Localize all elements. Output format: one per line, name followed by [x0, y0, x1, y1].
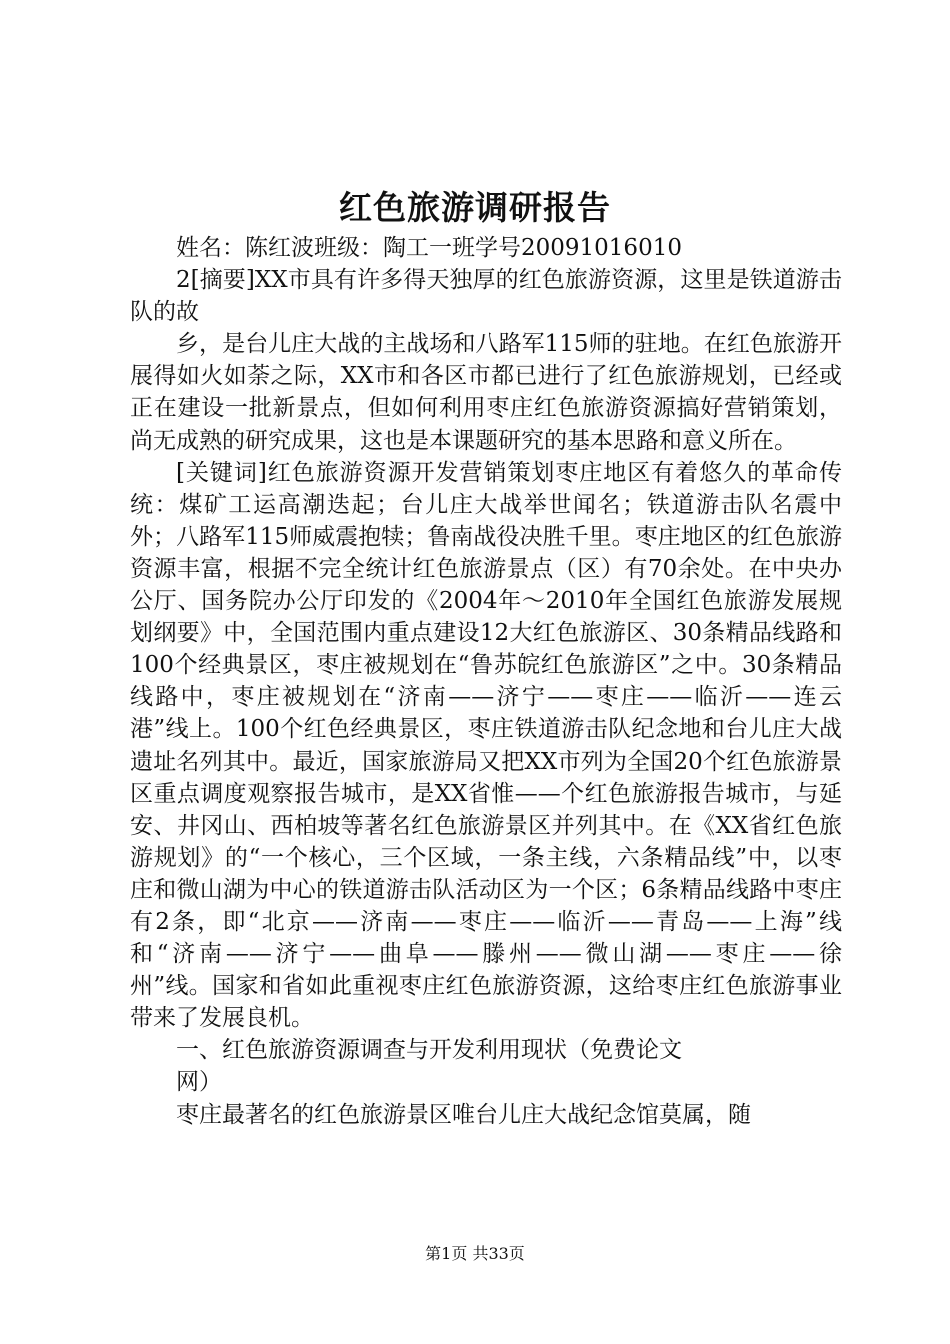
- author-info-line: 姓名：陈红波班级：陶工一班学号20091016010: [176, 235, 682, 261]
- body-paragraph: 枣庄最著名的红色旅游景区唯台儿庄大战纪念馆莫属，随: [176, 1101, 751, 1128]
- keywords-paragraph: [关键词]红色旅游资源开发营销策划枣庄地区有着悠久的革命传统：煤矿工运高潮迭起；台儿庄大战举世闻名；铁道游击队名震中外；八路军115师威震抱犊；鲁南战役决胜千里。枣庄地区的红色旅游资源丰富，根据不完全统计红色旅游景点（区）有70余处。在中央办公厅、国务院办公厅印发的《2004年～2010年全国红色旅游发展规划纲要》中，全国范围内重点建设12大红色旅游区、30条精品线路和100个经典景区，枣庄被规划在“鲁苏皖红色旅游区”之中。30条精品线路中，枣庄被规划在“济南——济宁——枣庄——临沂——连云港”线上。100个红色经典景区，枣庄铁道游击队纪念地和台儿庄大战遗址名列其中。最近，国家旅游局又把XX市列为全国20个红色旅游景区重点调度观察报告城市，是XX省惟——个红色旅游报告城市，与延安、井冈山、西柏坡等著名红色旅游景区并列其中。在《XX省红色旅游规划》的“一个核心，三个区域，一条主线，六条精品线”中，以枣庄和微山湖为中心的铁道游击队活动区为一个区；6条精品线路中枣庄有2条，即“北京——济南——枣庄——临沂——青岛——上海”线和“济南——济宁——曲阜——滕州——微山湖——枣庄——徐州”线。国家和省如此重视枣庄红色旅游资源，这给枣庄红色旅游事业带来了发展良机。: [130, 459, 842, 1032]
- abstract-paragraph: 2[摘要]XX市具有许多得天独厚的红色旅游资源，这里是铁道游击队的故: [130, 267, 842, 326]
- section-heading-continuation: 网）: [176, 1069, 222, 1096]
- document-body: [130, 232, 842, 1131]
- document-title: 红色旅游调研报告: [339, 188, 611, 227]
- page-number-footer: 第1页 共33页: [425, 1244, 525, 1263]
- abstract-continuation: 乡，是台儿庄大战的主战场和八路军115师的驻地。在红色旅游开展得如火如荼之际，XX市和各区市都已进行了红色旅游规划，已经或正在建设一批新景点，但如何利用枣庄红色旅游资源搞好营销策划，尚无成熟的研究成果，这也是本课题研究的基本思路和意义所在。: [130, 331, 842, 454]
- section-heading: 一、红色旅游资源调查与开发利用现状（免费论文: [176, 1037, 682, 1064]
